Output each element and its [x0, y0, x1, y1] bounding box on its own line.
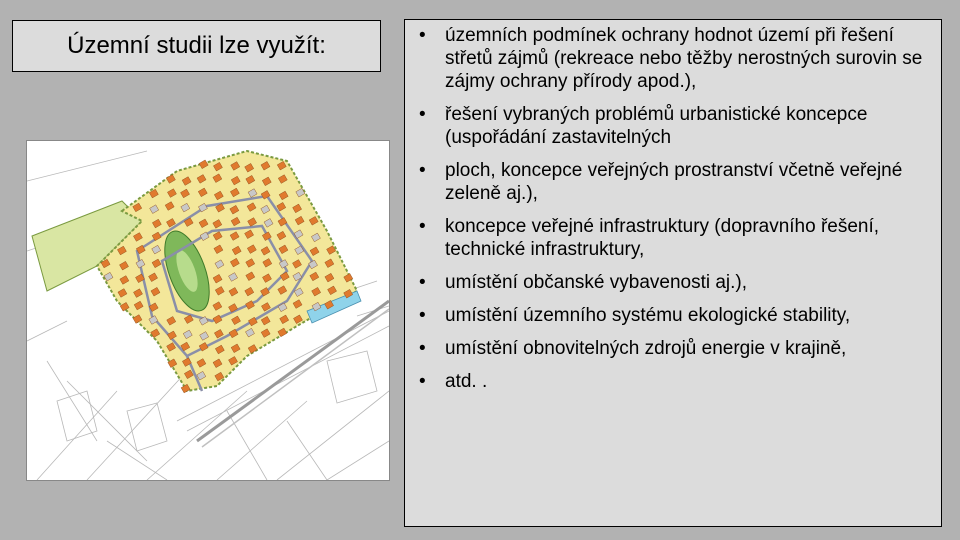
- bullet-list: [417, 24, 929, 393]
- bullet-item: • atd. .: [417, 370, 929, 393]
- bullet-item: • koncepce veřejné infrastruktury (dopravního řešení, technické infrastruktury,: [417, 215, 929, 261]
- bullet-list-box: [404, 19, 942, 527]
- bullet-item: • ploch, koncepce veřejných prostranství včetně veřejné zeleně aj.),: [417, 159, 929, 205]
- slide-title: Územní studii lze využít:: [12, 20, 381, 72]
- bullet-item: • územních podmínek ochrany hodnot území při řešení střetů zájmů (rekreace nebo těžby nerostných surovin se zájmy ochrany přírody apod.),: [417, 24, 929, 93]
- bullet-item: • řešení vybraných problémů urbanistické koncepce (uspořádání zastavitelných: [417, 103, 929, 149]
- development-area: [97, 151, 357, 391]
- bullet-item: • umístění obnovitelných zdrojů energie v krajině,: [417, 337, 929, 360]
- urban-plan-map-image: [26, 140, 390, 481]
- urban-plan-map-icon: [27, 141, 389, 480]
- bullet-item: • umístění územního systému ekologické stability,: [417, 304, 929, 327]
- bullet-item: • umístění občanské vybavenosti aj.),: [417, 271, 929, 294]
